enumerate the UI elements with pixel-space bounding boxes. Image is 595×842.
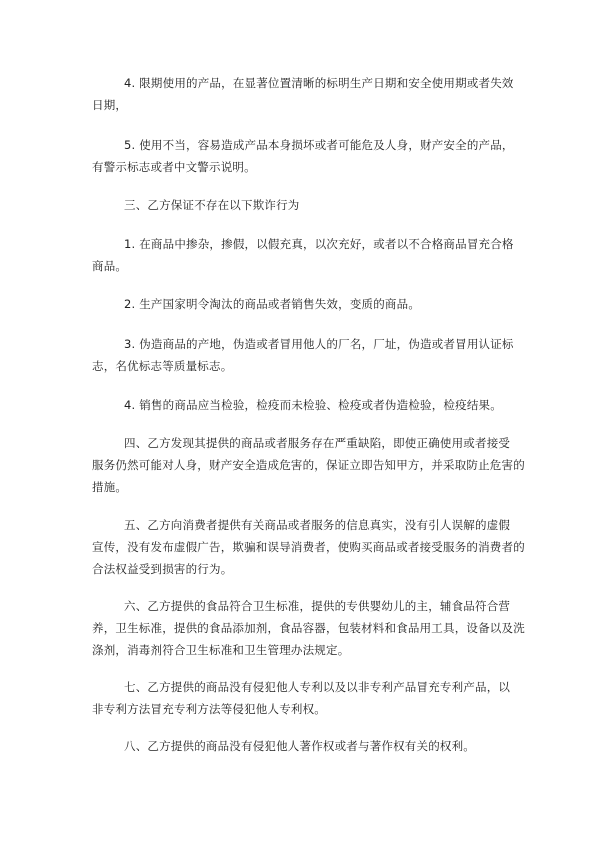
text-line: 有警示标志或者中文警示说明。 xyxy=(92,160,256,174)
text-line: 5. 使用不当，容易造成产品本身损坏或者可能危及人身，财产安全的产品， xyxy=(124,138,514,152)
text-line: 涤剂，消毒剂符合卫生标准和卫生管理办法规定。 xyxy=(92,643,350,657)
paragraph-item-5-warning xyxy=(92,134,516,178)
text-line: 非专利方法冒充专利方法等侵犯他人专利权。 xyxy=(92,702,326,716)
text-line: 三、乙方保证不存在以下欺诈行为 xyxy=(124,198,300,212)
paragraph-item-1-adulteration xyxy=(92,233,516,277)
paragraph-item-2-banned-goods xyxy=(92,293,516,315)
section-five xyxy=(92,514,525,580)
text-line: 六、乙方提供的食品符合卫生标准，提供的专供婴幼儿的主，辅食品符合营 xyxy=(124,599,511,613)
text-line: 志，名优标志等质量标志。 xyxy=(92,359,233,373)
text-line: 商品。 xyxy=(92,259,128,273)
text-line: 措施。 xyxy=(92,480,128,494)
text-line: 3. 伪造商品的产地，伪造或者冒用他人的厂名，厂址，伪造或者冒用认证标 xyxy=(124,337,514,351)
text-line: 养，卫生标准，提供的食品添加剂，食品容器，包装材料和食品用工具，设备以及洗 xyxy=(92,621,525,635)
text-line: 2. 生产国家明令淘汰的商品或者销售失效，变质的商品。 xyxy=(124,297,421,311)
text-line: 4. 限期使用的产品，在显著位置清晰的标明生产日期和安全使用期或者失效 xyxy=(124,76,514,90)
text-line: 1. 在商品中掺杂，掺假，以假充真，以次充好，或者以不合格商品冒充合格 xyxy=(124,237,514,251)
section-eight xyxy=(92,735,516,757)
section-heading-three xyxy=(92,194,516,216)
section-seven xyxy=(92,676,516,720)
section-six xyxy=(92,595,525,661)
section-four xyxy=(92,432,525,498)
text-line: 日期， xyxy=(92,98,128,112)
text-line: 4. 销售的商品应当检验，检疫而未检验、检疫或者伪造检验，检疫结果。 xyxy=(124,398,502,412)
paragraph-item-4-inspection xyxy=(92,394,516,416)
text-line: 七、乙方提供的商品没有侵犯他人专利以及以非专利产品冒充专利产品，以 xyxy=(124,680,511,694)
text-line: 服务仍然可能对人身，财产安全造成危害的，保证立即告知甲方，并采取防止危害的 xyxy=(92,458,525,472)
text-line: 宣传，没有发布虚假广告，欺骗和误导消费者，使购买商品或者接受服务的消费者的 xyxy=(92,540,525,554)
paragraph-item-3-forgery xyxy=(92,333,516,377)
text-line: 四、乙方发现其提供的商品或者服务存在严重缺陷，即使正确使用或者接受 xyxy=(124,436,511,450)
paragraph-item-4-expiry xyxy=(92,72,516,116)
text-line: 五、乙方向消费者提供有关商品或者服务的信息真实，没有引人误解的虚假 xyxy=(124,518,511,532)
text-line: 合法权益受到损害的行为。 xyxy=(92,562,233,576)
text-line: 八、乙方提供的商品没有侵犯他人著作权或者与著作权有关的权利。 xyxy=(124,739,475,753)
